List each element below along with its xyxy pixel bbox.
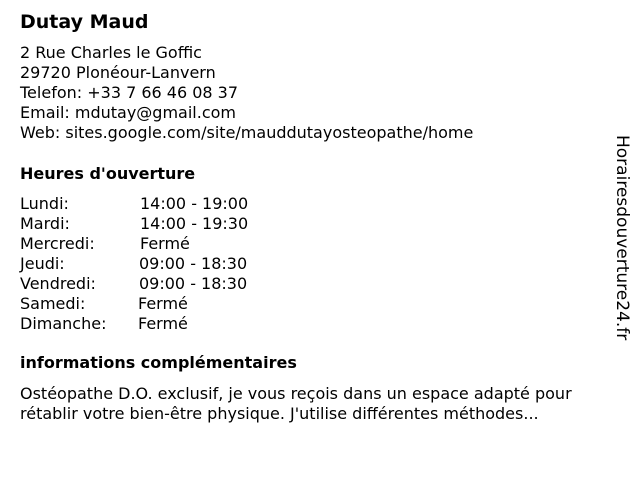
day-label: Samedi: <box>20 294 86 313</box>
info-heading: informations complémentaires <box>20 353 297 372</box>
time-value: 14:00 - 19:30 <box>140 214 249 233</box>
day-label: Jeudi: <box>20 254 65 273</box>
day-label: Mardi: <box>20 214 70 233</box>
day-label: Vendredi: <box>20 274 96 293</box>
time-value: Fermé <box>140 234 190 253</box>
address-city: 29720 Plonéour-Lanvern <box>20 63 216 82</box>
contact-block <box>20 43 473 143</box>
time-value: Fermé <box>138 294 188 313</box>
time-value: 09:00 - 18:30 <box>139 274 248 293</box>
day-label: Mercredi: <box>20 234 95 253</box>
hours-heading: Heures d'ouverture <box>20 164 196 183</box>
day-label: Dimanche: <box>20 314 107 333</box>
address-street: 2 Rue Charles le Goffic <box>20 43 202 62</box>
time-value: 14:00 - 19:00 <box>140 194 249 213</box>
business-name: Dutay Maud <box>20 11 149 33</box>
description-line-1: Ostéopathe D.O. exclusif, je vous reçois dans un espace adapté pour <box>20 384 572 403</box>
time-value: 09:00 - 18:30 <box>139 254 248 273</box>
site-watermark: Horairesdouverture24.fr <box>612 135 632 341</box>
description-text <box>20 384 620 424</box>
day-label: Lundi: <box>20 194 69 213</box>
description-line-2: rétablir votre bien-être physique. J'utilise différentes méthodes... <box>20 404 539 423</box>
time-value: Fermé <box>138 314 188 333</box>
phone-line: Telefon: +33 7 66 46 08 37 <box>20 83 239 102</box>
website-line: Web: sites.google.com/site/mauddutayosteopathe/home <box>20 123 474 142</box>
email-line: Email: mdutay@gmail.com <box>20 103 236 122</box>
